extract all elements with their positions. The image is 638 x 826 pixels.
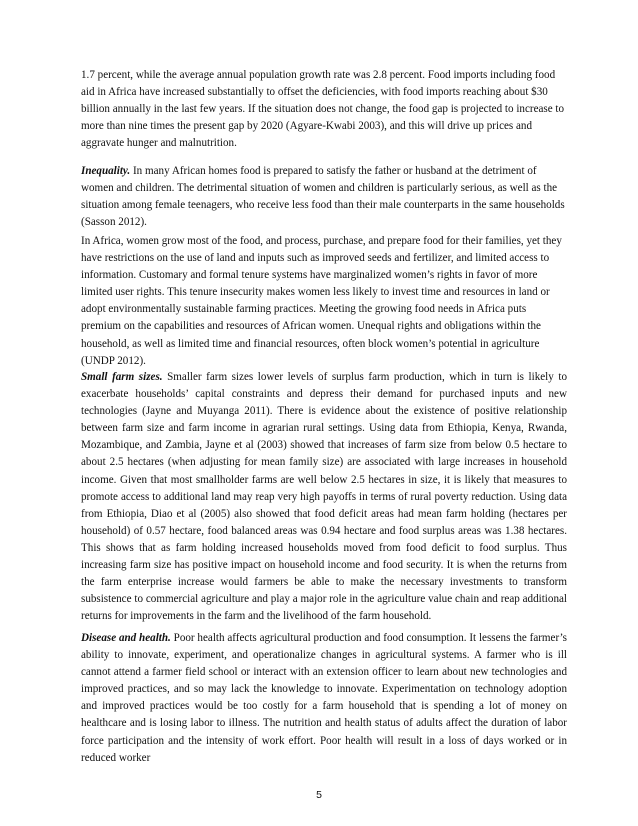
paragraph-body: Smaller farm sizes lower levels of surplus farm production, which in turn is likely to exacerbate households’ capital constraints and depress their demand for purchased inputs and new technologies (Jayne and Muyanga 2011). There is evidence about the existence of positive relationship between farm size and farm income in agrarian rural settings. Using data from Ethiopia, Kenya, Rwanda, Mozambique, and Zambia, Jayne et al (2003) showed that increases of farm size from below 0.5 hectare to about 2.5 hectares (when adjusting for mean family size) are associated with large increases in household income. Given that most smallholder farms are well below 2.5 hectares in size, it is likely that measures to promote access to additional land may reap very high payoffs in terms of rural poverty reduction. Using data from Ethiopia, Diao et al (2005) also showed that food deficit areas had mean farm holding (hectares per household) of 0.57 hectare, food balanced areas was 0.94 hectare and food surplus areas was 1.38 hectares. This shows that as farm holding increased households moved from food deficit to food surplus. Thus increasing farm size has positive impact on household income and food security. It is when the returns from the farm enterprise increase would farmers be able to make the necessary investments to transform subsistence to commercial agriculture and play a major role in the agriculture value chain and reap additional returns for improvements in the farm and the livelihood of the farm household. xyxy=(81,371,567,623)
page-number: 5 xyxy=(316,789,322,801)
paragraph-women-in-agriculture xyxy=(81,233,567,370)
section-heading-disease-and-health: Disease and health. xyxy=(81,632,171,644)
paragraph-small-farm-sizes xyxy=(81,369,567,625)
paragraph-disease-and-health xyxy=(81,630,567,767)
paragraph-body: Poor health affects agricultural production and food consumption. It lessens the farmer’s ability to innovate, experiment, and operationalize changes in agricultural systems. A farmer who is ill cannot attend a farmer field school or interact with an extension officer to learn about new technologies and improved practices, and so may lack the knowledge to innovate. Experimentation on technology adoption and improved practices would be too costly for a farm household that is spending a lot of money on healthcare and is losing labor to illness. The nutrition and health status of adults affect the duration of labor force participation and the intensity of work effort. Poor health will result in a loss of days worked or in reduced worker xyxy=(81,632,567,764)
section-heading-small-farm-sizes: Small farm sizes. xyxy=(81,371,163,383)
paragraph-food-imports xyxy=(81,67,567,152)
paragraph-body: 1.7 percent, while the average annual population growth rate was 2.8 percent. Food imports including food aid in Africa have increased substantially to offset the deficiencies, with food imports reaching about $30 billion annually in the last few years. If the situation does not change, the food gap is projected to increase to more than nine times the present gap by 2020 (Agyare-Kwabi 2003), and this will drive up prices and aggravate hunger and malnutrition. xyxy=(81,69,565,150)
paragraph-body: In Africa, women grow most of the food, and process, purchase, and prepare food for their families, yet they have restrictions on the use of land and inputs such as improved seeds and fertilizer, and limited access to information. Customary and formal tenure systems have marginalized women’s rights in favor of more limited user rights. This tenure insecurity makes women less likely to invest time and resources in land or adopt environmentally sustainable farming practices. Meeting the growing food needs in Africa puts premium on the capabilities and resources of African women. Unequal rights and obligations within the household, as well as limited time and financial resources, often block women’s potential in agriculture (UNDP 2012). xyxy=(81,235,562,367)
paragraph-inequality xyxy=(81,163,567,231)
section-heading-inequality: Inequality. xyxy=(81,165,131,177)
paragraph-body: In many African homes food is prepared to satisfy the father or husband at the detriment of women and children. The detrimental situation of women and children is particularly serious, as well as the situation among female teenagers, who receive less food than their male counterparts in the same households (Sasson 2012). xyxy=(81,165,565,229)
